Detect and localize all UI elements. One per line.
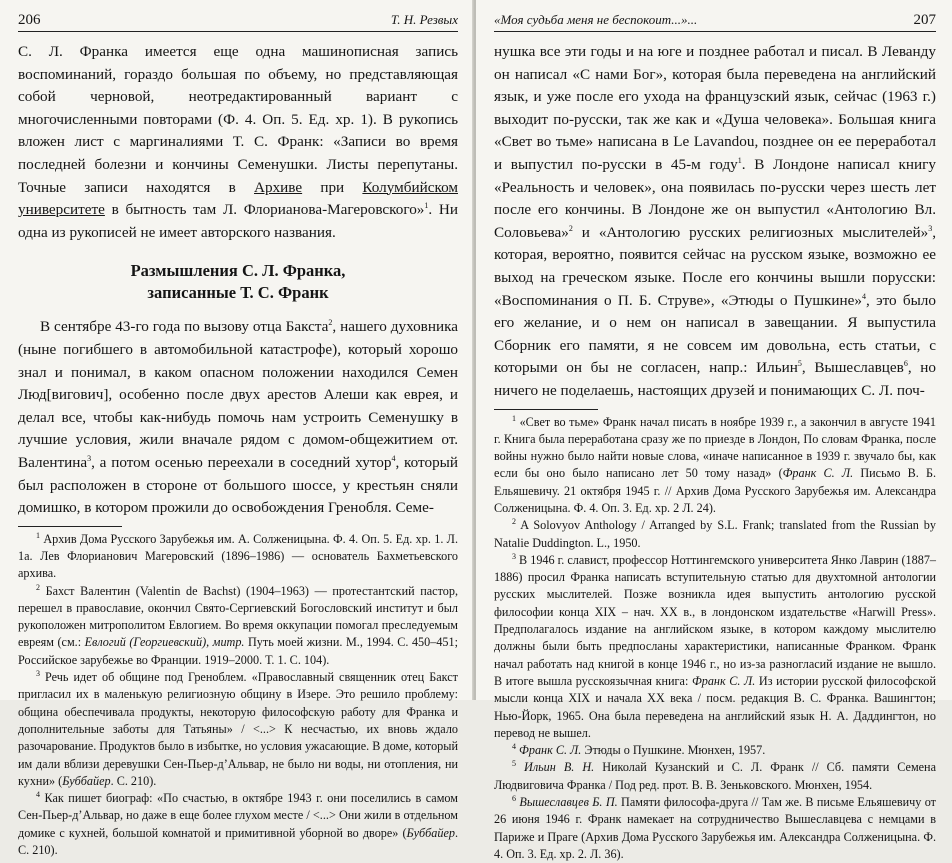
footnote-ref: 3 — [87, 454, 91, 463]
footnote-3: $^3$ В 1946 г. славист, профессор Ноттингемского университета Янко Лаврин (1887–1886) просил Франка написать вступительную статью для двухтомной антологии русских мыслителей. Позже возникла идея выпустить антологию русской философии конца XIX – нач. XX в., в лондонском издательстве «Harwill Press». Предполагалось издание на английском языке, в котором каждому мыслителю должны были быть предпосланы характеристики, написанные Франком. Франк начал работать над книгой в конце 1946 г., но из-за разногласий издание не вышло. В итоге вышла русскоязычная книга: Франк С. Л. Из истории русской философской мысли конца XIX и начала XX века / посм. редакция В. С. Франка. Вашингтон; Нью-Йорк, 1965. Она была переведена на английский язык Н. А. Даддингтон, но перевод не вышел. — [494, 552, 936, 742]
footnote-ref: 6 — [904, 359, 908, 368]
left-body — [18, 41, 458, 859]
footnote-ref: 1 — [424, 201, 428, 210]
right-page — [476, 0, 952, 700]
footnote-2: $^2$ A Solovyov Anthology / Arranged by S.L. Frank; translated from the Russian by Natalie Duddington. L., 1950. — [494, 517, 936, 552]
footnote-6: $^6$ Вышеславцев Б. П. Памяти философа-друга // Там же. В письме Ельяшевичу от 26 июня 1946 г. Франк намекает на сотрудничество Вышеславцева с немцами в Париже и Праге (Архив Дома Русского Зарубежья им. Александра Солженицына. Ф. 4. Оп. 3. Ед. хр. 2. Л. 36). — [494, 794, 936, 863]
footnote-ref: 2 — [569, 224, 573, 233]
right-page-header — [494, 12, 936, 29]
footnote-4: $^4$ Франк С. Л. Этюды о Пушкине. Мюнхен, 1957. — [494, 742, 936, 759]
right-paragraph-1: нушка все эти годы и на юге и позднее работал и писал. В Левандy он написал «С нами Бог», которая была переведена на английский язык, и уже после его ухода на французский язык, сейчас (1963 г.) выходит по-русски, так же как и «Душа человека». Большая книга «Свет во тьме» написана в Le Lavandou, позднее он ее переработал и выпустил по-русски в 45-м году$^1$. В Лондоне написал книгу «Реальность и человек», она появилась по-русски через шесть лет после его кончины. В Лондоне же он выпустил «Антологию Вл. Соловьева»$^2$ и «Антологию русских религиозных мыслителей»$^3$, которая, вероятно, появится сейчас на русском языке, возможно ее выход на греческом языке. После его кончины вышли порусски: «Воспоминания о П. Б. Струве», «Этюды о Пушкине»$^4$, это было его желание, и о нем он написал в завещании. Я выпустила Сборник его памяти, я не совсем им довольна, есть статьи, с которыми он бы не согласен, напр.: Ильин$^5$, Вышеславцев$^6$, но ничего не поделаешь, настоящих друзей и понимающих С. Л. поч- — [494, 41, 936, 403]
left-header-rule — [18, 31, 458, 32]
footnote-ref: 1 — [738, 156, 742, 165]
footnote-2: $^2$ Бахст Валентин (Valentin de Bachst) (1904–1963) — протестантский пастор, перешел в православие, окончил Свято-Сергиевский Богословский институт и был рукоположен митрополитом Евлогием. Во время оккупации помогал преследуемым евреям (см.: Евлогий (Георгиевский), митр. Путь моей жизни. М., 1994. С. 450–451; Российское зарубежье во Франции. 1919–2000. Т. 1. С. 104). — [18, 583, 458, 669]
footnote-ref: 5 — [798, 359, 802, 368]
right-running-title: «Моя судьба меня не беспокоит...»... — [494, 12, 697, 28]
footnote-ref: 2 — [328, 318, 332, 327]
columbia-link: Колумбийском университете — [18, 179, 458, 219]
left-page-header — [18, 12, 458, 29]
left-running-title: Т. Н. Резвых — [391, 12, 458, 28]
section-heading: Размышления С. Л. Франка, записанные Т. С. Франк — [18, 260, 458, 304]
footnote-1: $^1$ Архив Дома Русского Зарубежья им. А. Солженицына. Ф. 4. Оп. 5. Ед. хр. 1. Л. 1а. Лев Флорианович Магеровский (1896–1986) — основатель Бахметьевского архива. — [18, 531, 458, 583]
footnote-4: $^4$ Как пишет биограф: «По счастью, в октябре 1943 г. они поселились в самом Сен-Пьер-д’Альвар, но даже в еще более глухом месте / <...> Они жили в отдельном домике с кухней, большой комнатой и примитивной уборной во дворе» (Буббайер. С. 210). — [18, 790, 458, 859]
footnote-5: $^5$ Ильин В. Н. Николай Кузанский и С. Л. Франк // Сб. памяти Семена Людвиговича Франка / Под ред. прот. В. В. Зеньковского. Мюнхен, 1954. — [494, 759, 936, 794]
right-footnotes — [494, 414, 936, 863]
footnote-1: $^1$ «Свет во тьме» Франк начал писать в ноябре 1939 г., а закончил в августе 1941 г. Книга была переработана сразу же по приезде в Лондон, По словам Франка, после войны нужно было найти новые слова, «иначе написанное в 1939 г. звучало бы, как если бы оно было написано лет 50 тому назад» (Франк С. Л. Письмо В. Б. Ельяшевичу. 21 октября 1945 г. // Архив Дома Русского Зарубежья им. Александра Солженицына. Ф. 4. Оп. 3. Ед. хр. 2 Л. 24). — [494, 414, 936, 518]
right-page-number: 207 — [914, 12, 937, 29]
footnote-3: $^3$ Речь идет об общине под Греноблем. «Православный священник отец Бакст пригласил их в маленькую религиозную общину в Изере. Это решило проблему: община обеспечивала продукты, некоторую философскую работу для Франка и дополнительные заботы для Татьяны» / <...> К несчастью, их вновь ждало разочарование. Продуктов было в избытке, но условия ужасающие. В доме, который им дали вблизи деревушки Сен-Пьер-д’Альвар, не было ни воды, ни отопления, ни кухни» (Буббайер. С. 210). — [18, 669, 458, 790]
right-body — [494, 41, 936, 863]
left-paragraph-1: С. Л. Франка имеется еще одна машинописная запись воспоминаний, гораздо большая по объему, но представляющая собой черновой, неотредактированный вариант с многочисленными повторами (Ф. 4. Оп. 5. Ед. хр. 1). В рукопись вложен лист с маргиналиями Т. С. Франк: «Записи во время последней болезни и кончины Семенушки. Листы перепутаны. Точные записи находятся в Архиве при Колумбийском университете в бытность там Л. Флорианова-Магеровского»$^1$. Ни одна из рукописей не имеет авторского названия. — [18, 41, 458, 244]
right-header-rule — [494, 31, 936, 32]
left-footnotes — [18, 531, 458, 860]
footnote-ref: 4 — [862, 291, 866, 300]
footnote-divider — [18, 526, 122, 527]
left-page — [0, 0, 474, 700]
footnote-ref: 3 — [928, 224, 932, 233]
archive-link: Архиве — [254, 179, 302, 196]
footnote-divider — [494, 409, 598, 410]
footnote-ref: 4 — [391, 454, 395, 463]
left-paragraph-2: В сентябре 43-го года по вызову отца Бакста$^2$, нашего духовника (ныне погибшего в автомобильной катастрофе), который хорошо знал и понимал, в каком опасном положении находился Семен Люд[вигович], особенно после двух арестов Алеши как еврея, и делал все, чтобы как-нибудь помочь нам устроить Семенушку в лучшие условия, жили вначале рядом с домом-общежитием от. Валентина$^3$, а потом осенью переехали в соседний хутор$^4$, который был расположен в стороне от большого шоссе, у крестьян сняли домишко, в котором прожили до освобождения Гренобля. Семе- — [18, 316, 458, 519]
left-page-number: 206 — [18, 12, 41, 29]
